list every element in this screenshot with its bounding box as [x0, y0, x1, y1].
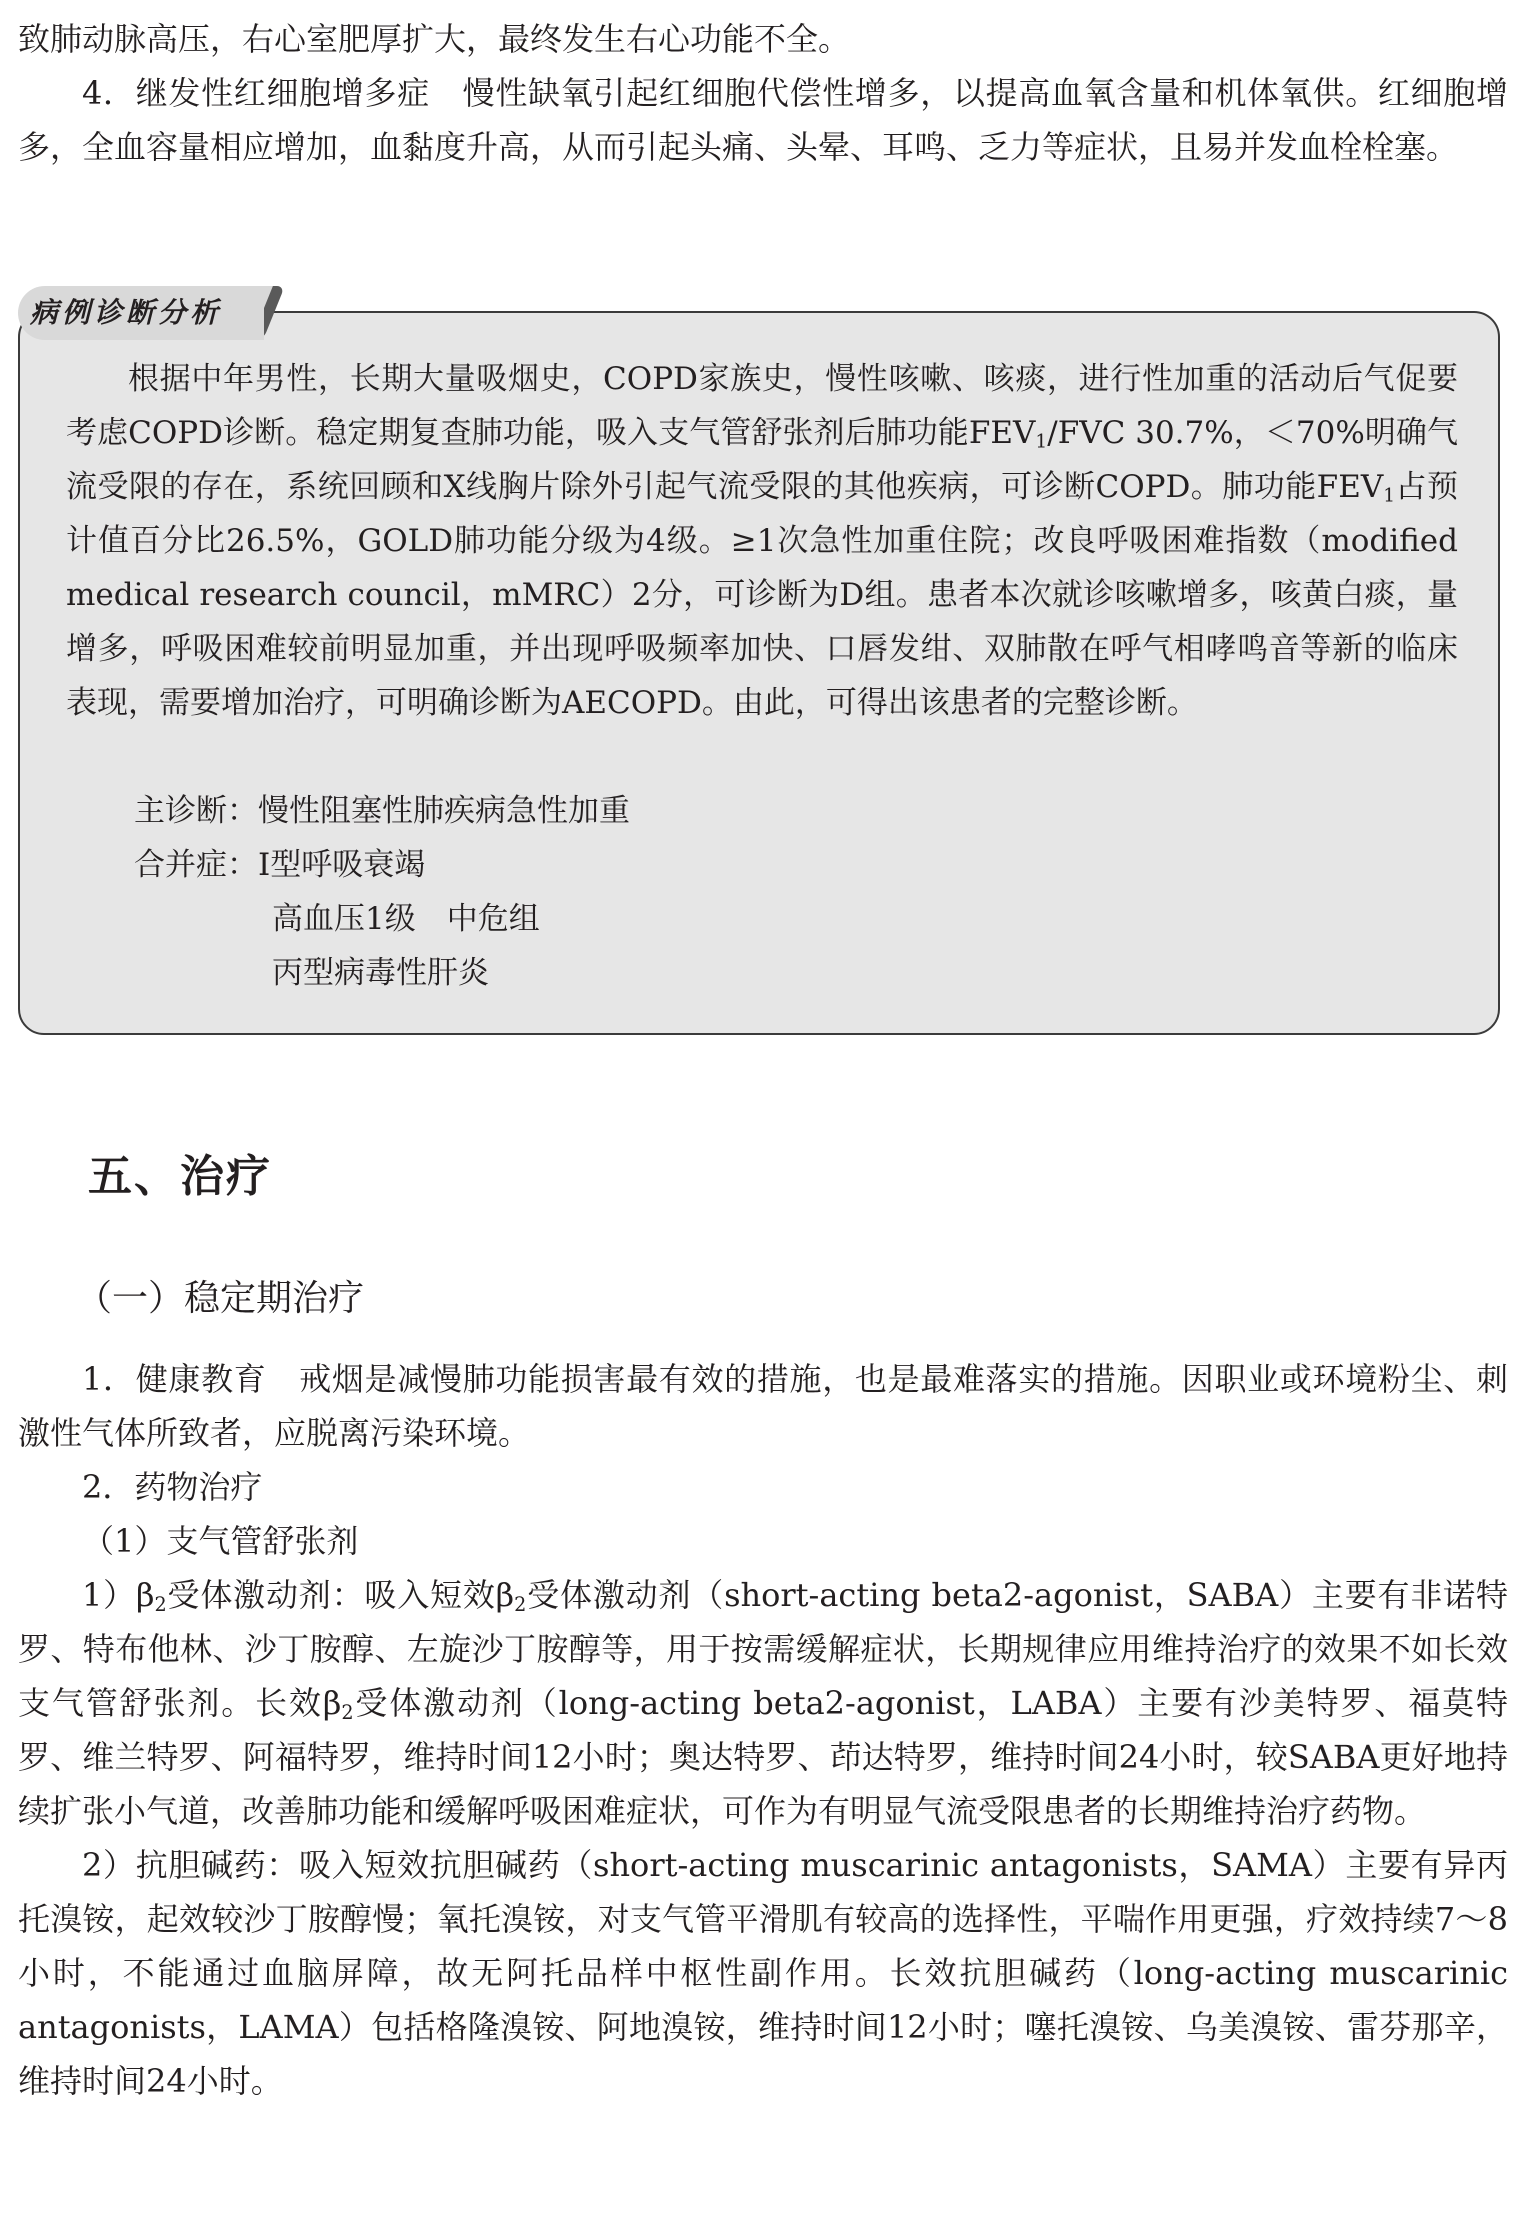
- beta-text-c: 受体激动剂（short-acting beta2-agonist，SABA）主要有非诺特罗、特布他林、沙丁胺醇、左旋沙丁胺醇等，用于按需缓解症状，长期规律应用维持治疗的效果不如长效支气管舒张剂。长效β: [18, 1576, 1508, 1722]
- case-sub-1: 1: [1035, 431, 1048, 453]
- complication-item: 丙型病毒性肝炎: [272, 955, 489, 991]
- beta-sub: 2: [154, 1592, 167, 1616]
- beta-agonist-paragraph: [18, 1568, 1508, 1838]
- complication-item: Ⅰ型呼吸衰竭: [258, 847, 426, 883]
- health-education-text: 戒烟是减慢肺功能损害最有效的措施，也是最难落实的措施。因职业或环境粉尘、刺激性气体所致者，应脱离污染环境。: [18, 1360, 1508, 1452]
- item4-label: 4．继发性红细胞增多症: [82, 74, 430, 112]
- beta-sub: 2: [514, 1592, 527, 1616]
- intro-line: 致肺动脉高压，右心室肥厚扩大，最终发生右心功能不全。: [18, 20, 851, 58]
- complications-line: [134, 838, 425, 892]
- beta-text-a: 1）β: [82, 1576, 155, 1614]
- treatment-body: [18, 1352, 1508, 2108]
- anticholinergic-paragraph: 2）抗胆碱药：吸入短效抗胆碱药（short-acting muscarinic antagonists，SAMA）主要有异丙托溴铵，起效较沙丁胺醇慢；氧托溴铵，对支气管平滑肌有较高的选择性，平喘作用更强，疗效持续7～8小时，不能通过血脑屏障，故无阿托品样中枢性副作用。长效抗胆碱药（long-acting muscarinic antagonists，LAMA）包括格隆溴铵、阿地溴铵，维持时间12小时；噻托溴铵、乌美溴铵、雷芬那辛，维持时间24小时。: [18, 1846, 1508, 2100]
- drug-therapy-heading: 2．药物治疗: [82, 1468, 263, 1506]
- intro-block: [18, 12, 1508, 174]
- beta-text-b: 受体激动剂：吸入短效β: [166, 1576, 515, 1614]
- case-text-1: 根据中年男性，长期大量吸烟史，COPD家族史，慢性咳嗽、咳痰，进行性加重的活动后气促要考虑COPD诊断。稳定期复查肺功能，吸入支气管舒张剂后肺功能FEV: [66, 361, 1458, 451]
- case-sub-2: 1: [1383, 485, 1396, 507]
- section-heading: 五、治疗: [88, 1151, 272, 1202]
- subsection-heading: （一）稳定期治疗: [76, 1278, 365, 1319]
- item4-text: 慢性缺氧引起红细胞代偿性增多，以提高血氧含量和机体氧供。红细胞增多，全血容量相应增加，血黏度升高，从而引起头痛、头晕、耳鸣、乏力等症状，且易并发血栓栓塞。: [18, 74, 1508, 166]
- case-box-title: 病例诊断分析: [30, 296, 223, 329]
- beta-sub: 2: [341, 1700, 354, 1724]
- case-analysis-paragraph: [66, 352, 1458, 730]
- complication-item: 高血压1级 中危组: [272, 901, 540, 937]
- health-education-label: 1．健康教育: [82, 1360, 267, 1398]
- case-text-2: /FVC 30.7%，＜70%明确气流受限的存在，系统回顾和X线胸片除外引起气流受限的其他疾病，可诊断COPD。肺功能FEV: [66, 415, 1458, 505]
- beta-text-d: 受体激动剂（long-acting beta2-agonist，LABA）主要有沙美特罗、福莫特罗、维兰特罗、阿福特罗，维持时间12小时；奥达特罗、茚达特罗，维持时间24小时，较SABA更好地持续扩张小气道，改善肺功能和缓解呼吸困难症状，可作为有明显气流受限患者的长期维持治疗药物。: [18, 1684, 1508, 1830]
- item4-paragraph: [18, 66, 1508, 174]
- case-text-3: 占预计值百分比26.5%，GOLD肺功能分级为4级。≥1次急性加重住院；改良呼吸困难指数（modified medical research council，mMRC）2分，可诊断为D组。患者本次就诊咳嗽增多，咳黄白痰，量增多，呼吸困难较前明显加重，并出现呼吸频率加快、口唇发绀、双肺散在呼气相哮鸣音等新的临床表现，需要增加治疗，可明确诊断为AECOPD。由此，可得出该患者的完整诊断。: [66, 469, 1458, 721]
- bronchodilator-heading: （1）支气管舒张剂: [82, 1522, 359, 1560]
- complications-label: 合并症：: [134, 847, 258, 883]
- main-diagnosis: 主诊断：慢性阻塞性肺疾病急性加重: [134, 793, 630, 829]
- health-education-paragraph: [18, 1352, 1508, 1460]
